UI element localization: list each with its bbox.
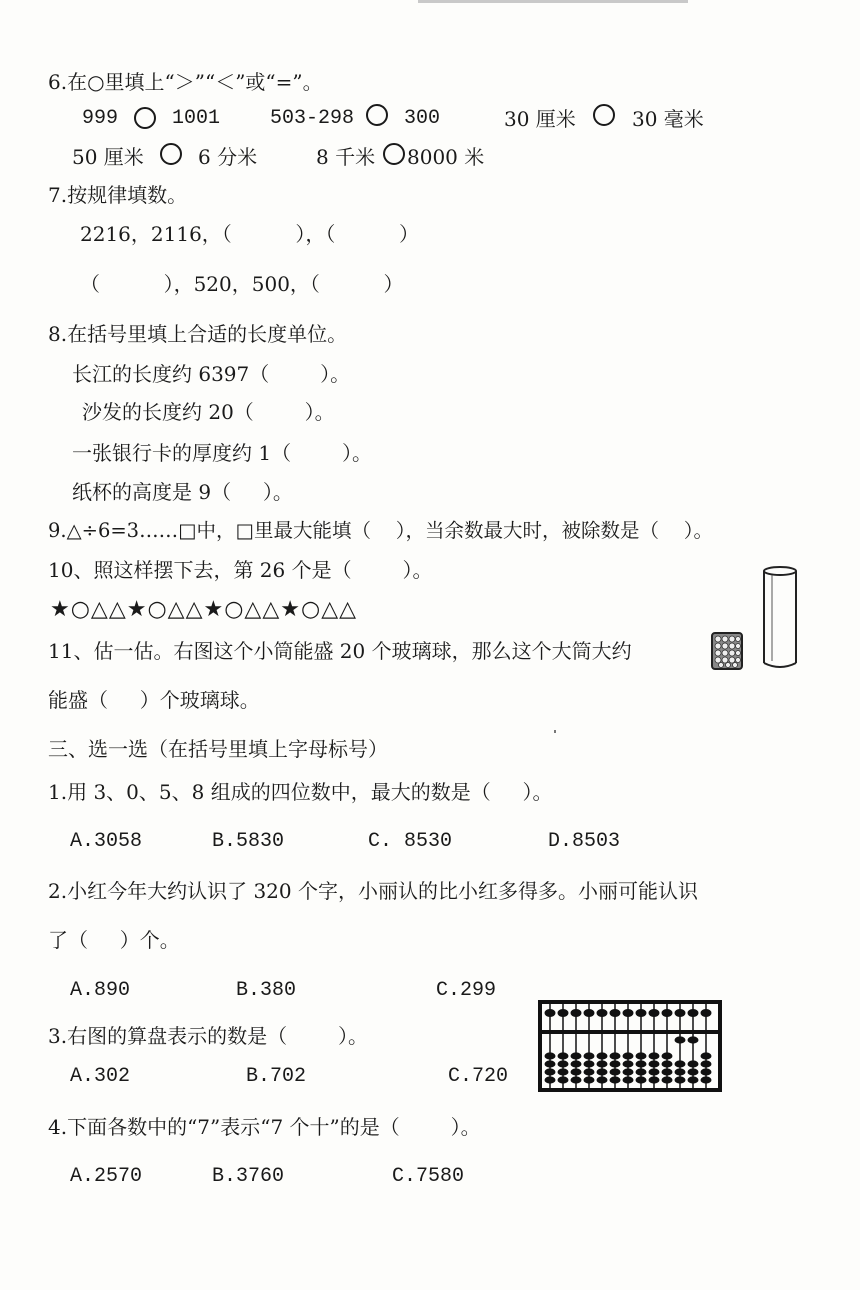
s4-question: 4.下面各数中的“7”表示“7 个十”的是（ ）。 [48, 1115, 481, 1139]
scan-edge-mark [418, 0, 688, 3]
s1-option-b: B.5830 [212, 830, 285, 853]
abacus-bead [597, 1052, 608, 1059]
q6-right-3: 30 毫米 [632, 107, 704, 131]
abacus-bead [610, 1060, 621, 1067]
abacus-bead [701, 1052, 712, 1059]
abacus-bead [545, 1068, 556, 1075]
abacus-bead [636, 1068, 647, 1075]
abacus-bead [545, 1009, 556, 1017]
compare-circle[interactable] [366, 104, 388, 126]
s1-option-a: A.3058 [70, 830, 143, 853]
abacus-bead [597, 1068, 608, 1075]
abacus-bead [636, 1009, 647, 1017]
abacus-bead [688, 1009, 699, 1017]
abacus-bead [597, 1060, 608, 1067]
abacus-bead [584, 1068, 595, 1075]
abacus-bead [701, 1009, 712, 1017]
abacus-bead [662, 1076, 673, 1083]
q6-title: 6.在○里填上“＞”“＜”或“=”。 [48, 70, 323, 94]
q6-left-4: 50 厘米 [72, 145, 144, 169]
s1-question: 1.用 3、0、5、8 组成的四位数中，最大的数是（ ）。 [48, 780, 553, 804]
s1-option-d: D.8503 [548, 830, 621, 853]
small-cylinder-image [708, 630, 748, 672]
s2-option-b: B.380 [236, 979, 297, 1002]
big-cylinder-image [758, 563, 802, 673]
s3-option-a: A.302 [70, 1065, 131, 1088]
q8-item-3: 一张银行卡的厚度约 1（ ）。 [72, 441, 372, 465]
section-3-title: 三、选一选（在括号里填上字母标号） [48, 737, 388, 761]
q6-right-1: 1001 [172, 107, 221, 130]
q6-right-4: 6 分米 [198, 145, 258, 169]
s2-option-c: C.299 [436, 979, 497, 1002]
s4-option-b: B.3760 [212, 1165, 285, 1188]
abacus-bead [662, 1060, 673, 1067]
q6-left-1: 999 [82, 107, 119, 130]
abacus-bead [597, 1009, 608, 1017]
q8-item-2: 沙发的长度约 20（ ）。 [82, 400, 335, 424]
abacus-bead [545, 1052, 556, 1059]
q11-line-1: 11、估一估。右图这个小筒能盛 20 个玻璃球，那么这个大筒大约 [48, 639, 632, 663]
abacus-bead [688, 1076, 699, 1083]
q6-right-2: 300 [404, 107, 441, 130]
abacus-bead [675, 1076, 686, 1083]
abacus-bead [662, 1052, 673, 1059]
abacus-bead [571, 1076, 582, 1083]
abacus-bead [558, 1060, 569, 1067]
q6-left-2: 503-298 [270, 107, 355, 130]
abacus-bead [701, 1060, 712, 1067]
abacus-bead [584, 1052, 595, 1059]
abacus-bead [558, 1076, 569, 1083]
abacus-bead [649, 1009, 660, 1017]
abacus-bead [584, 1076, 595, 1083]
abacus-bead [571, 1009, 582, 1017]
s4-option-c: C.7580 [392, 1165, 465, 1188]
abacus-bead [636, 1060, 647, 1067]
abacus-bead [558, 1068, 569, 1075]
compare-circle[interactable] [383, 143, 405, 165]
q6-left-3: 30 厘米 [504, 107, 576, 131]
abacus-bead [584, 1060, 595, 1067]
abacus-bead [558, 1052, 569, 1059]
compare-circle[interactable] [593, 104, 615, 126]
q6-left-5: 8 千米 [316, 145, 376, 169]
s3-option-b: B.702 [246, 1065, 307, 1088]
abacus-bead [610, 1009, 621, 1017]
abacus-bead [662, 1068, 673, 1075]
abacus-bead [636, 1076, 647, 1083]
abacus-bead [701, 1076, 712, 1083]
abacus-bead [675, 1068, 686, 1075]
q8-title: 8.在括号里填上合适的长度单位。 [48, 322, 348, 346]
abacus-bead [675, 1036, 686, 1043]
s3-question: 3.右图的算盘表示的数是（ ）。 [48, 1024, 368, 1048]
q8-item-1: 长江的长度约 6397（ ）。 [72, 362, 351, 386]
abacus-bead [649, 1068, 660, 1075]
abacus-bead [571, 1068, 582, 1075]
s2-option-a: A.890 [70, 979, 131, 1002]
s3-option-c: C.720 [448, 1065, 509, 1088]
s4-option-a: A.2570 [70, 1165, 143, 1188]
q9-text: 9.△÷6=3……□中，□里最大能填（ ），当余数最大时，被除数是（ ）。 [48, 519, 714, 542]
abacus-image [538, 1000, 722, 1092]
s2-question-line-2: 了（ ）个。 [48, 928, 180, 952]
compare-circle[interactable] [160, 143, 182, 165]
abacus-bead [623, 1068, 634, 1075]
abacus-bead [571, 1052, 582, 1059]
abacus-bead [649, 1076, 660, 1083]
s2-question-line-1: 2.小红今年大约认识了 320 个字，小丽认的比小红多得多。小丽可能认识 [48, 879, 698, 903]
q8-item-4: 纸杯的高度是 9（ ）。 [72, 480, 293, 504]
q6-right-5: 8000 米 [407, 145, 485, 169]
abacus-bead [597, 1076, 608, 1083]
abacus-bead [584, 1009, 595, 1017]
abacus-bead [623, 1009, 634, 1017]
abacus-bead [545, 1060, 556, 1067]
q7-title: 7.按规律填数。 [48, 183, 188, 207]
q10-text: 10、照这样摆下去，第 26 个是（ ）。 [48, 558, 433, 582]
q7-sequence-2: （ ），520，500，（ ） [80, 272, 404, 296]
abacus-bead [688, 1068, 699, 1075]
abacus-bead [649, 1060, 660, 1067]
abacus-bead [545, 1076, 556, 1083]
abacus-bead [701, 1068, 712, 1075]
abacus-bead [649, 1052, 660, 1059]
abacus-bead [558, 1009, 569, 1017]
abacus-bead [688, 1060, 699, 1067]
abacus-bead [623, 1076, 634, 1083]
q10-pattern: ★○△△★○△△★○△△★○△△ [50, 597, 358, 622]
abacus-bead [610, 1076, 621, 1083]
abacus-bead [675, 1009, 686, 1017]
q11-line-2: 能盛（ ）个玻璃球。 [48, 688, 260, 712]
abacus-bead [662, 1009, 673, 1017]
abacus-bead [571, 1060, 582, 1067]
scan-speck [554, 730, 556, 733]
abacus-bead [623, 1052, 634, 1059]
abacus-bead [623, 1060, 634, 1067]
q7-sequence-1: 2216，2116，（ ），（ ） [80, 222, 419, 246]
abacus-bead [610, 1052, 621, 1059]
abacus-bead [688, 1036, 699, 1043]
abacus-bead [675, 1060, 686, 1067]
abacus-bead [610, 1068, 621, 1075]
abacus-bead [636, 1052, 647, 1059]
s1-option-c: C. 8530 [368, 830, 453, 853]
compare-circle[interactable] [134, 107, 156, 129]
